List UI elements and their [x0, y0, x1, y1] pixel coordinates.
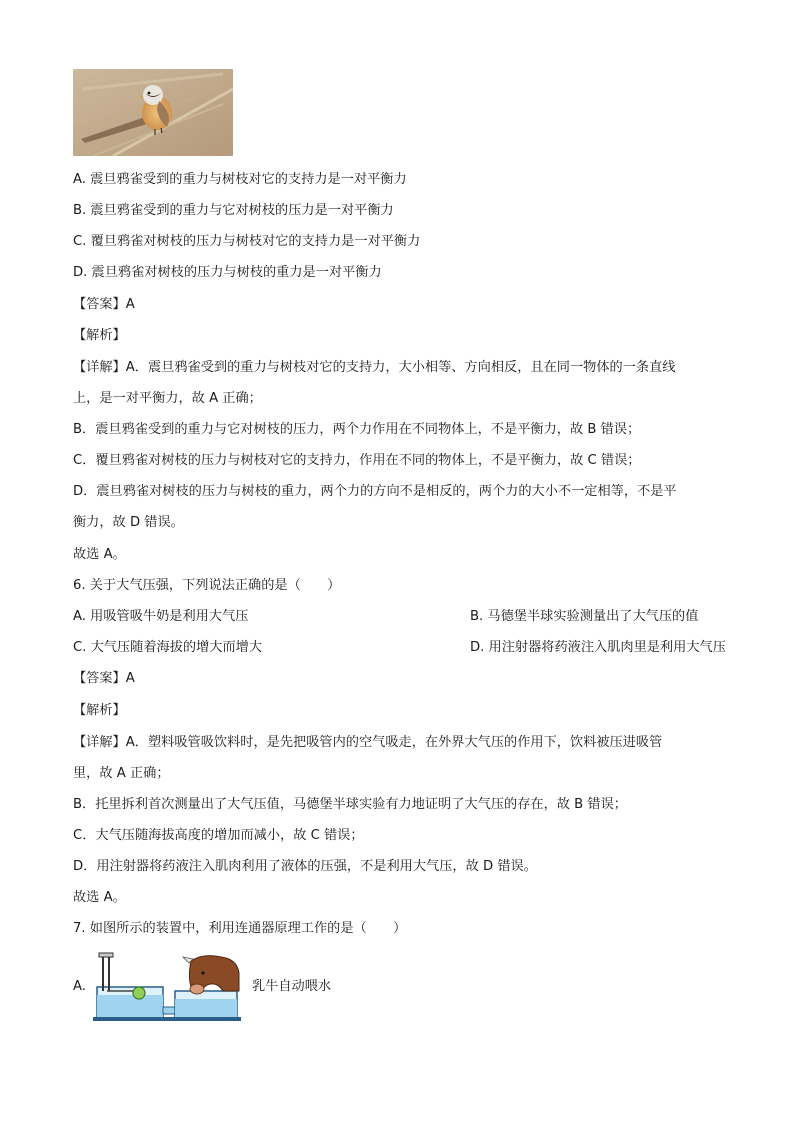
q6-detail-line: 【详解】A．塑料吸管吸饮料时，是先把吸管内的空气吸走，在外界大气压的作用下，饮料被压进吸管: [73, 735, 663, 750]
q6-detail-line: 里，故 A 正确；: [73, 766, 170, 781]
q6-option-a: A. 用吸管吸牛奶是利用大气压: [73, 609, 249, 624]
bird-on-branch-image: [73, 69, 233, 156]
q5-analysis-heading: 【解析】: [73, 328, 126, 343]
q5-conclusion: 故选 A。: [73, 547, 126, 562]
q5-detail-line: B．震旦鸦雀受到的重力与它对树枝的压力，两个力作用在不同物体上，不是平衡力，故 B 错误；: [73, 422, 641, 437]
q6-detail-line: D．用注射器将药液注入肌肉利用了液体的压强，不是利用大气压，故 D 错误。: [73, 859, 537, 874]
q5-detail-line: 上，是一对平衡力，故 A 正确；: [73, 391, 262, 406]
q7-option-a-letter: A.: [73, 979, 86, 994]
q6-conclusion: 故选 A。: [73, 890, 126, 905]
bird-photo: [73, 69, 233, 156]
q5-option-c: C. 覆旦鸦雀对树枝的压力与树枝对它的支持力是一对平衡力: [73, 234, 421, 249]
q5-answer: 【答案】A: [73, 297, 135, 312]
q6-option-b: B. 马德堡半球实验测量出了大气压的值: [470, 609, 699, 624]
q6-options-row-1: [73, 607, 723, 627]
q6-stem: 6. 关于大气压强，下列说法正确的是（ ）: [73, 578, 341, 593]
q5-detail-line: 衡力，故 D 错误。: [73, 515, 184, 530]
q6-option-c: C. 大气压随着海拔的增大而增大: [73, 640, 263, 655]
q5-option-d: D. 震旦鸦雀对树枝的压力与树枝的重力是一对平衡力: [73, 265, 382, 280]
cow-auto-water-device-figure: [93, 951, 241, 1023]
q6-option-d: D. 用注射器将药液注入肌肉里是利用大气压: [470, 640, 726, 655]
q6-detail-line: C．大气压随海拔高度的增加而减小，故 C 错误；: [73, 828, 364, 843]
q5-detail-line: 【详解】A．震旦鸦雀受到的重力与树枝对它的支持力，大小相等、方向相反，且在同一物体的一条直线: [73, 360, 676, 375]
q6-options-row-2: [73, 638, 726, 658]
q7-option-a-caption: 乳牛自动喂水: [252, 979, 332, 994]
q6-answer: 【答案】A: [73, 671, 135, 686]
q5-option-a: A. 震旦鸦雀受到的重力与树枝对它的支持力是一对平衡力: [73, 172, 407, 187]
q5-option-b: B. 震旦鸦雀受到的重力与它对树枝的压力是一对平衡力: [73, 203, 394, 218]
q6-analysis-heading: 【解析】: [73, 703, 126, 718]
q5-detail-line: D．震旦鸦雀对树枝的压力与树枝的重力，两个力的方向不是相反的，两个力的大小不一定相等，不是平: [73, 484, 677, 499]
q7-stem: 7. 如图所示的装置中，利用连通器原理工作的是（ ）: [73, 921, 407, 936]
q5-detail-line: C．覆旦鸦雀对树枝的压力与树枝对它的支持力，作用在不同的物体上，不是平衡力，故 C 错误；: [73, 453, 641, 468]
q6-detail-line: B．托里拆利首次测量出了大气压值，马德堡半球实验有力地证明了大气压的存在，故 B 错误；: [73, 797, 627, 812]
